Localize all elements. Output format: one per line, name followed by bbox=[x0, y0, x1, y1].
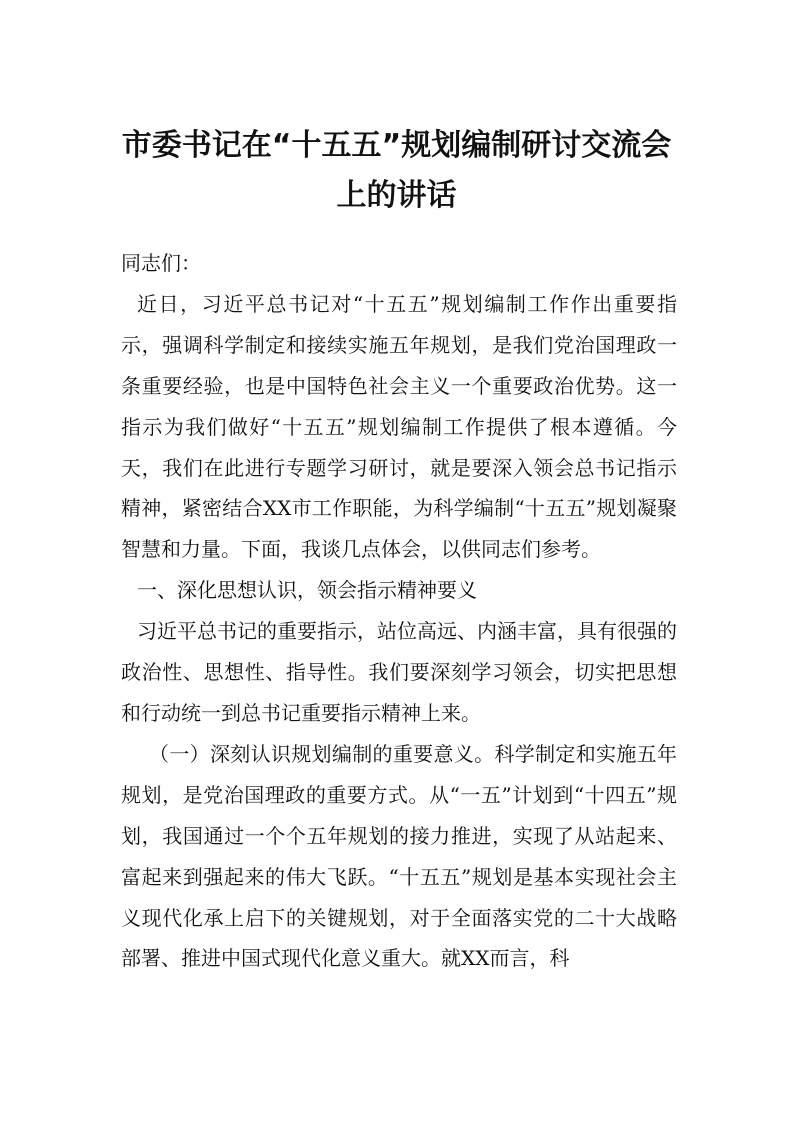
document-title-line-1: 市委书记在“十五五”规划编制研讨交流会 bbox=[121, 128, 672, 163]
greeting: 同志们： bbox=[121, 251, 201, 275]
paragraph-intro: 近日，习近平总书记对“十五五”规划编制工作作出重要指示，强调科学制定和接续实施五年规划，是我们党治国理政一条重要经验，也是中国特色社会主义一个重要政治优势。这一指示为我们做好“十五五”规划编制工作提供了根本遵循。今天，我们在此进行专题学习研讨，就是要深入领会总书记指示精神，紧密结合XX市工作职能，为科学编制“十五五”规划凝聚智慧和力量。下面，我谈几点体会，以供同志们参考。 bbox=[121, 291, 677, 562]
document-body bbox=[121, 243, 677, 979]
document-title-line-2: 上的讲话 bbox=[336, 178, 457, 213]
paragraph-subsection-1: （一）深刻认识规划编制的重要意义。科学制定和实施五年规划，是党治国理政的重要方式。从“一五”计划到“十四五”规划，我国通过一个个五年规划的接力推进，实现了从站起来、富起来到强起来的伟大飞跃。“十五五”规划是基本实现社会主义现代化承上启下的关键规划，对于全面落实党的二十大战略部署、推进中国式现代化意义重大。就XX而言，科 bbox=[121, 741, 677, 971]
section-heading-1: 一、深化思想认识，领会指示精神要义 bbox=[137, 578, 477, 603]
paragraph-section-1: 习近平总书记的重要指示，站位高远、内涵丰富，具有很强的政治性、思想性、指导性。我们要深刻学习领会，切实把思想和行动统一到总书记重要指示精神上来。 bbox=[121, 619, 677, 725]
